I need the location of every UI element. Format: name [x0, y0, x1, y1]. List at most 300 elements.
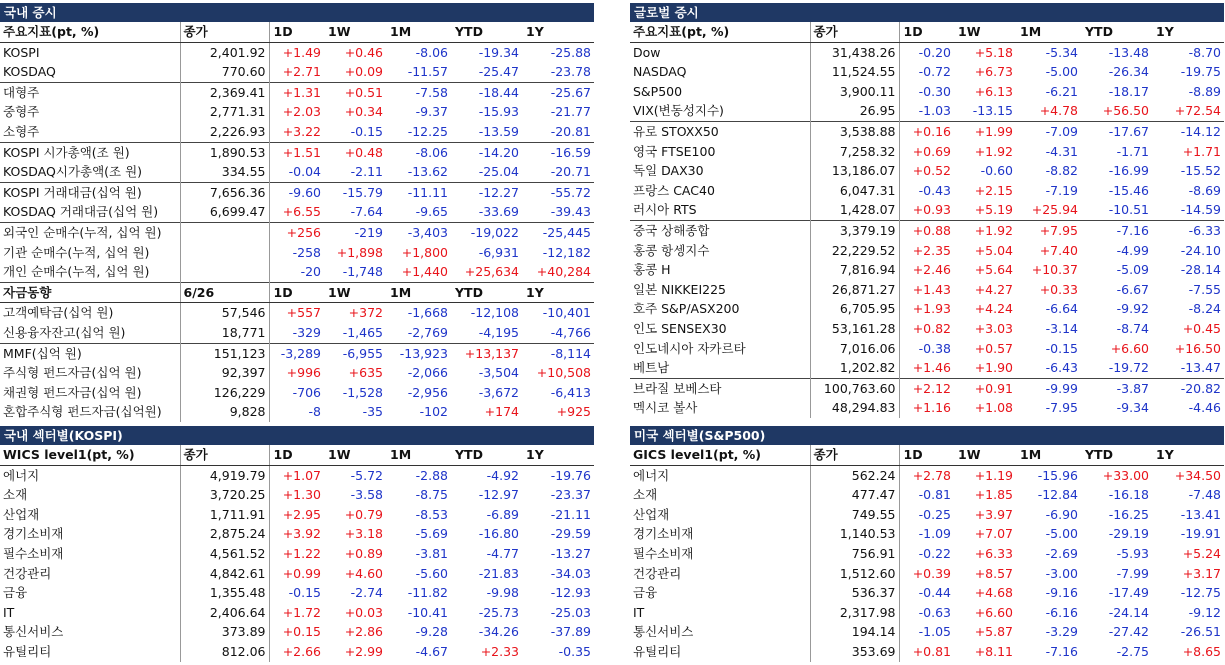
row-change-1d: +1.49 [282, 44, 321, 60]
row-change-1m: +4.78 [1039, 103, 1078, 119]
row-change-1m: 1M [386, 282, 451, 303]
header-period: 1D [269, 445, 324, 465]
row-change-1y: -29.59 [550, 526, 591, 542]
row-change-1d: -20 [300, 264, 321, 280]
row-change-ytd: -19.72 [1108, 360, 1149, 376]
row-label: 개인 순매수(누적, 십억 원) [0, 262, 180, 282]
table-row [0, 544, 594, 564]
row-change-1m: -4.31 [1045, 143, 1078, 159]
row-label: 통신서비스 [630, 622, 810, 642]
row-close: 18,771 [180, 323, 269, 343]
table-row [630, 524, 1224, 544]
row-label: 독일 DAX30 [630, 161, 810, 181]
row-change-1y: +8.65 [1182, 643, 1221, 659]
row-change-1m: -9.37 [415, 104, 448, 120]
row-change-1y: -6,413 [550, 384, 591, 400]
row-change-1w: +5.87 [974, 624, 1013, 640]
table-row [0, 102, 594, 122]
row-change-1w: -0.60 [980, 163, 1013, 179]
row-change-1m: -8.82 [1045, 163, 1078, 179]
row-label: 필수소비재 [0, 544, 180, 564]
row-change-1w: +1.99 [954, 121, 1016, 141]
row-change-1m: -2,956 [407, 384, 448, 400]
table-row [630, 101, 1224, 121]
row-change-1w: +8.57 [974, 565, 1013, 581]
row-change-1d: +0.82 [912, 320, 951, 336]
row-change-1m: -102 [419, 404, 448, 420]
row-change-1w: +2.15 [974, 182, 1013, 198]
row-change-1m: -2.69 [1045, 545, 1078, 561]
row-change-ytd: -12,108 [470, 305, 519, 321]
row-label: 인도네시아 자카르타 [630, 339, 810, 359]
row-change-1y: +5.24 [1182, 545, 1221, 561]
row-change-1y: -55.72 [522, 182, 594, 202]
row-change-1m: -10.41 [407, 604, 448, 620]
table-row [630, 280, 1224, 300]
table-row [0, 303, 594, 323]
domestic-sector-panel [0, 426, 594, 662]
row-change-1d: +557 [286, 305, 321, 321]
table-row [630, 583, 1224, 603]
row-close: 1,890.53 [180, 142, 269, 162]
row-change-ytd: -9.98 [486, 585, 519, 601]
header-period: 1Y [1152, 445, 1224, 465]
row-change-1d: -0.81 [918, 487, 951, 503]
row-change-1w: +0.34 [344, 104, 383, 120]
row-change-1d: +0.52 [912, 163, 951, 179]
row-change-ytd: -6.67 [1116, 281, 1149, 297]
row-close: 749.55 [810, 505, 899, 525]
row-label: 경기소비재 [630, 524, 810, 544]
row-change-1m: -2.88 [415, 467, 448, 483]
row-change-ytd: -15.93 [478, 104, 519, 120]
panel-title: 국내 섹터별(KOSPI) [0, 426, 594, 445]
row-label: KOSDAQ 거래대금(십억 원) [0, 202, 180, 222]
row-change-ytd: -3,504 [478, 365, 519, 381]
row-label: IT [0, 603, 180, 623]
row-label: 자금동향 [0, 282, 180, 303]
row-change-1d: +2.35 [912, 242, 951, 258]
row-change-ytd: -6,931 [478, 244, 519, 260]
row-change-1w: +0.51 [324, 82, 386, 102]
row-label: 금융 [630, 583, 810, 603]
table-row [0, 642, 594, 662]
row-change-1d: 1D [269, 282, 324, 303]
row-close: 53,161.28 [810, 319, 899, 339]
row-label: 브라질 보베스타 [630, 378, 810, 398]
header-period: 1W [324, 445, 386, 465]
row-close: 4,919.79 [180, 465, 269, 485]
row-label: 혼합주식형 펀드자금(십억원) [0, 402, 180, 422]
header-period: 1D [269, 22, 324, 42]
row-change-1d: -0.04 [288, 164, 321, 180]
row-label: 주식형 펀드자금(십억 원) [0, 363, 180, 383]
row-change-1y: -9.12 [1188, 604, 1221, 620]
row-change-1y: -8.24 [1188, 301, 1221, 317]
row-change-ytd: +56.50 [1102, 103, 1149, 119]
table-row [0, 485, 594, 505]
row-change-1m: -5.00 [1045, 64, 1078, 80]
table-header-row [0, 22, 594, 42]
row-change-ytd: -5.09 [1116, 262, 1149, 278]
row-change-1y: -34.03 [550, 565, 591, 581]
row-label: 인도 SENSEX30 [630, 319, 810, 339]
row-change-1d: +1.51 [269, 142, 324, 162]
row-change-1d: -0.20 [918, 44, 951, 60]
row-close: 562.24 [810, 465, 899, 485]
row-label: 경기소비재 [0, 524, 180, 544]
row-change-1w: +5.19 [974, 202, 1013, 218]
row-label: 멕시코 볼사 [630, 398, 810, 418]
row-close: 2,401.92 [180, 42, 269, 62]
us-sector-panel [630, 426, 1224, 662]
table-row [630, 299, 1224, 319]
table-row [630, 200, 1224, 220]
row-label: 외국인 순매수(누적, 십억 원) [0, 222, 180, 242]
row-label: 프랑스 CAC40 [630, 181, 810, 201]
row-change-ytd: -12.97 [478, 487, 519, 503]
row-change-1m: -12.84 [1037, 487, 1078, 503]
row-label: 베트남 [630, 358, 810, 378]
row-label: 호주 S&P/ASX200 [630, 299, 810, 319]
row-change-1w: -1,748 [342, 264, 383, 280]
row-change-1w: -13.15 [972, 103, 1013, 119]
row-change-1w: +5.64 [974, 262, 1013, 278]
row-change-1w: +8.11 [974, 643, 1013, 659]
row-change-ytd: -9.92 [1116, 301, 1149, 317]
header-period: 1M [1016, 445, 1081, 465]
row-label: KOSPI 시가총액(조 원) [0, 142, 180, 162]
row-change-1w: +1.19 [974, 467, 1013, 483]
row-label: 채권형 펀드자금(십억 원) [0, 383, 180, 403]
header-period: YTD [451, 445, 522, 465]
row-change-1m: -1,668 [407, 305, 448, 321]
row-change-1m: -9.99 [1016, 378, 1081, 398]
row-change-ytd: -2.75 [1116, 643, 1149, 659]
table-row [0, 583, 594, 603]
row-close: 3,538.88 [810, 121, 899, 141]
row-label: 신용융자잔고(십억 원) [0, 323, 180, 343]
row-close: 6/26 [180, 282, 269, 303]
row-label: 러시아 RTS [630, 200, 810, 220]
row-change-1y: -4,766 [550, 324, 591, 340]
row-change-1y: -25.67 [522, 82, 594, 102]
row-change-1d: +2.78 [912, 467, 951, 483]
row-change-1m: -7.95 [1045, 400, 1078, 416]
row-change-1y: -10,401 [542, 305, 591, 321]
global-market-panel [630, 3, 1224, 418]
row-change-1d: -329 [292, 324, 321, 340]
row-change-1d: -3,289 [269, 343, 324, 363]
row-change-1d: -1.09 [918, 526, 951, 542]
row-change-1y: -16.59 [522, 142, 594, 162]
row-label: 중국 상해종합 [630, 220, 810, 240]
us-sector-table [630, 445, 1224, 662]
table-row [0, 62, 594, 82]
row-close: 3,900.11 [810, 82, 899, 102]
row-change-1y: +40,284 [536, 264, 591, 280]
row-change-ytd: -26.34 [1108, 64, 1149, 80]
row-label: 대형주 [0, 82, 180, 102]
row-label: 금융 [0, 583, 180, 603]
row-change-1y: -14.12 [1152, 121, 1224, 141]
row-change-1m: -5.69 [415, 526, 448, 542]
row-change-ytd: -14.20 [451, 142, 522, 162]
row-change-1y: -25,445 [522, 222, 594, 242]
row-change-1d: -0.38 [918, 340, 951, 356]
row-change-ytd: -19.34 [478, 44, 519, 60]
row-change-1y: -20.81 [550, 123, 591, 139]
row-change-1y: -13.47 [1180, 360, 1221, 376]
row-label: KOSPI [0, 42, 180, 62]
row-close: 4,561.52 [180, 544, 269, 564]
table-row [630, 142, 1224, 162]
table-row [0, 222, 594, 242]
table-header-row [0, 445, 594, 465]
row-change-ytd: -21.83 [478, 565, 519, 581]
row-change-1d: +3.22 [282, 123, 321, 139]
row-change-1m: -8.06 [386, 142, 451, 162]
row-change-1m: -2,769 [407, 324, 448, 340]
row-change-1d: +6.55 [282, 204, 321, 220]
row-label: KOSPI 거래대금(십억 원) [0, 182, 180, 202]
row-change-1d: -0.72 [918, 64, 951, 80]
row-change-1d: +0.39 [912, 565, 951, 581]
row-change-1m: -3.14 [1045, 320, 1078, 336]
row-change-1m: +0.33 [1039, 281, 1078, 297]
row-label: 소재 [0, 485, 180, 505]
row-close: 57,546 [180, 303, 269, 323]
row-change-1w: +635 [348, 365, 383, 381]
row-change-1d: +0.93 [912, 202, 951, 218]
row-change-1m: -7.09 [1016, 121, 1081, 141]
row-change-1m: -7.16 [1045, 643, 1078, 659]
row-close: 6,699.47 [180, 202, 269, 222]
row-change-1w: -5.72 [350, 467, 383, 483]
row-change-1w: +1,898 [336, 244, 383, 260]
row-close: 7,656.36 [180, 182, 269, 202]
table-row [0, 402, 594, 422]
row-change-ytd: -12.27 [451, 182, 522, 202]
row-change-ytd: -19,022 [451, 222, 522, 242]
row-close: 2,317.98 [810, 603, 899, 623]
row-change-1m: -6.90 [1045, 506, 1078, 522]
row-change-ytd: -15.46 [1108, 182, 1149, 198]
row-label: Dow [630, 42, 810, 62]
row-change-1m: -6.16 [1045, 604, 1078, 620]
row-label: 산업재 [0, 505, 180, 525]
row-change-1y: -23.37 [550, 487, 591, 503]
header-period: 1Y [1152, 22, 1224, 42]
row-change-1w: +1.92 [954, 220, 1016, 240]
row-close: 6,705.95 [810, 299, 899, 319]
row-close: 1,355.48 [180, 583, 269, 603]
row-label: 고객예탁금(십억 원) [0, 303, 180, 323]
row-change-1d: -9.60 [269, 182, 324, 202]
row-change-1d: +2.95 [282, 506, 321, 522]
row-change-1m: -7.19 [1045, 182, 1078, 198]
row-change-1w: +3.03 [974, 320, 1013, 336]
table-row [0, 323, 594, 343]
row-change-1w: -35 [362, 404, 383, 420]
table-row [630, 82, 1224, 102]
row-label: 일본 NIKKEI225 [630, 280, 810, 300]
row-change-1m: -6.43 [1045, 360, 1078, 376]
row-change-1d: -0.22 [918, 545, 951, 561]
row-change-ytd: -4.92 [486, 467, 519, 483]
row-change-1y: -8.70 [1188, 44, 1221, 60]
row-close: 26,871.27 [810, 280, 899, 300]
row-change-1y: -21.11 [550, 506, 591, 522]
row-change-ytd: -17.49 [1108, 585, 1149, 601]
row-change-1w: +1.85 [974, 487, 1013, 503]
domestic-market-table [0, 22, 594, 422]
row-change-1w: +2.99 [344, 643, 383, 659]
table-header-row [630, 22, 1224, 42]
row-close: 770.60 [180, 62, 269, 82]
panel-title: 국내 증시 [0, 3, 594, 22]
row-change-1m: -12.25 [407, 123, 448, 139]
row-label: KOSDAQ시가총액(조 원) [0, 162, 180, 182]
row-change-ytd: +33.00 [1102, 467, 1149, 483]
row-change-1d: -0.63 [918, 604, 951, 620]
row-change-1m: +25.94 [1031, 202, 1078, 218]
row-close: 2,369.41 [180, 82, 269, 102]
row-close: 334.55 [180, 162, 269, 182]
table-row [630, 121, 1224, 141]
header-period: 1Y [522, 445, 594, 465]
row-change-1d: +2.71 [282, 64, 321, 80]
row-change-1w: +372 [348, 305, 383, 321]
row-change-1w: +1.08 [974, 400, 1013, 416]
row-change-1m: -15.96 [1037, 467, 1078, 483]
row-change-1d: +1.43 [912, 281, 951, 297]
row-change-1w: +4.24 [974, 301, 1013, 317]
row-change-1y: -7.55 [1188, 281, 1221, 297]
row-close: 7,258.32 [810, 142, 899, 162]
row-change-1m: +1,800 [401, 244, 448, 260]
row-change-1m: -3.81 [415, 545, 448, 561]
table-subheader-row [0, 282, 594, 303]
row-change-1y: -24.10 [1180, 242, 1221, 258]
row-change-ytd: -16.80 [478, 526, 519, 542]
row-close: 22,229.52 [810, 241, 899, 261]
row-label: 유틸리티 [0, 642, 180, 662]
row-change-1w: +0.03 [344, 604, 383, 620]
row-change-1w: +7.07 [974, 526, 1013, 542]
row-change-1y: +3.17 [1182, 565, 1221, 581]
row-close [180, 243, 269, 263]
row-change-ytd: -33.69 [478, 204, 519, 220]
row-change-ytd: -18.44 [451, 82, 522, 102]
row-label: 필수소비재 [630, 544, 810, 564]
row-change-1w: +4.68 [974, 585, 1013, 601]
row-change-ytd: -3,672 [478, 384, 519, 400]
row-label: NASDAQ [630, 62, 810, 82]
row-close [180, 262, 269, 282]
row-label: VIX(변동성지수) [630, 101, 810, 121]
row-change-1y: +34.50 [1174, 467, 1221, 483]
header-period: 1M [386, 445, 451, 465]
row-close: 756.91 [810, 544, 899, 564]
row-close: 2,226.93 [180, 122, 269, 142]
row-change-1d: +2.46 [912, 262, 951, 278]
row-label: IT [630, 603, 810, 623]
row-close: 373.89 [180, 622, 269, 642]
row-change-1y: +72.54 [1174, 103, 1221, 119]
row-change-1w: +5.18 [974, 44, 1013, 60]
row-label: 건강관리 [630, 564, 810, 584]
row-change-1w: +3.97 [974, 506, 1013, 522]
table-row [0, 505, 594, 525]
row-change-1m: -4.67 [415, 643, 448, 659]
row-change-1d: +1.93 [912, 301, 951, 317]
table-row [630, 358, 1224, 378]
row-change-ytd: -13.48 [1108, 44, 1149, 60]
row-change-1y: -19.91 [1180, 526, 1221, 542]
row-change-1d: -258 [292, 244, 321, 260]
row-change-1d: +2.03 [282, 104, 321, 120]
row-change-1m: -13.62 [407, 164, 448, 180]
row-change-1d: +1.22 [282, 545, 321, 561]
row-change-1w: +3.18 [344, 526, 383, 542]
row-close: 3,379.19 [810, 220, 899, 240]
row-change-1w: -219 [324, 222, 386, 242]
row-change-ytd: -17.67 [1081, 121, 1152, 141]
row-change-ytd: +174 [484, 404, 519, 420]
row-close: 9,828 [180, 402, 269, 422]
row-change-1y: +1.71 [1182, 143, 1221, 159]
row-change-ytd: -7.16 [1081, 220, 1152, 240]
global-market-table [630, 22, 1224, 418]
row-change-1d: -0.25 [918, 506, 951, 522]
row-change-ytd: -25.47 [478, 64, 519, 80]
table-row [0, 142, 594, 162]
row-change-1d: -1.03 [918, 103, 951, 119]
table-row [630, 260, 1224, 280]
row-change-1d: +1.72 [282, 604, 321, 620]
row-change-1y: -14.59 [1180, 202, 1221, 218]
table-row [0, 465, 594, 485]
row-change-1d: +2.12 [899, 378, 954, 398]
row-change-1d: +1.07 [282, 467, 321, 483]
row-change-1m: -5.60 [415, 565, 448, 581]
header-period: YTD [451, 22, 522, 42]
row-label: MMF(십억 원) [0, 343, 180, 363]
row-change-1y: -12.75 [1180, 585, 1221, 601]
row-change-ytd: -5.93 [1116, 545, 1149, 561]
table-row [630, 603, 1224, 623]
row-label: 에너지 [0, 465, 180, 485]
row-change-1m: -3.29 [1045, 624, 1078, 640]
row-change-1y: -13.27 [550, 545, 591, 561]
panel-title: 미국 섹터별(S&P500) [630, 426, 1224, 445]
row-change-1y: -20.82 [1152, 378, 1224, 398]
row-change-ytd: -10.51 [1108, 202, 1149, 218]
table-row [630, 622, 1224, 642]
row-change-1w: +0.48 [324, 142, 386, 162]
row-change-1d: +1.46 [912, 360, 951, 376]
row-change-ytd: -16.99 [1108, 163, 1149, 179]
table-row [630, 42, 1224, 62]
row-change-1w: -1,528 [342, 384, 383, 400]
row-change-ytd: -18.17 [1108, 83, 1149, 99]
row-change-1y: -19.76 [550, 467, 591, 483]
row-change-1w: -3.58 [350, 487, 383, 503]
row-change-ytd: -8.74 [1116, 320, 1149, 336]
row-change-ytd: -4.77 [486, 545, 519, 561]
row-change-1w: -15.79 [324, 182, 386, 202]
